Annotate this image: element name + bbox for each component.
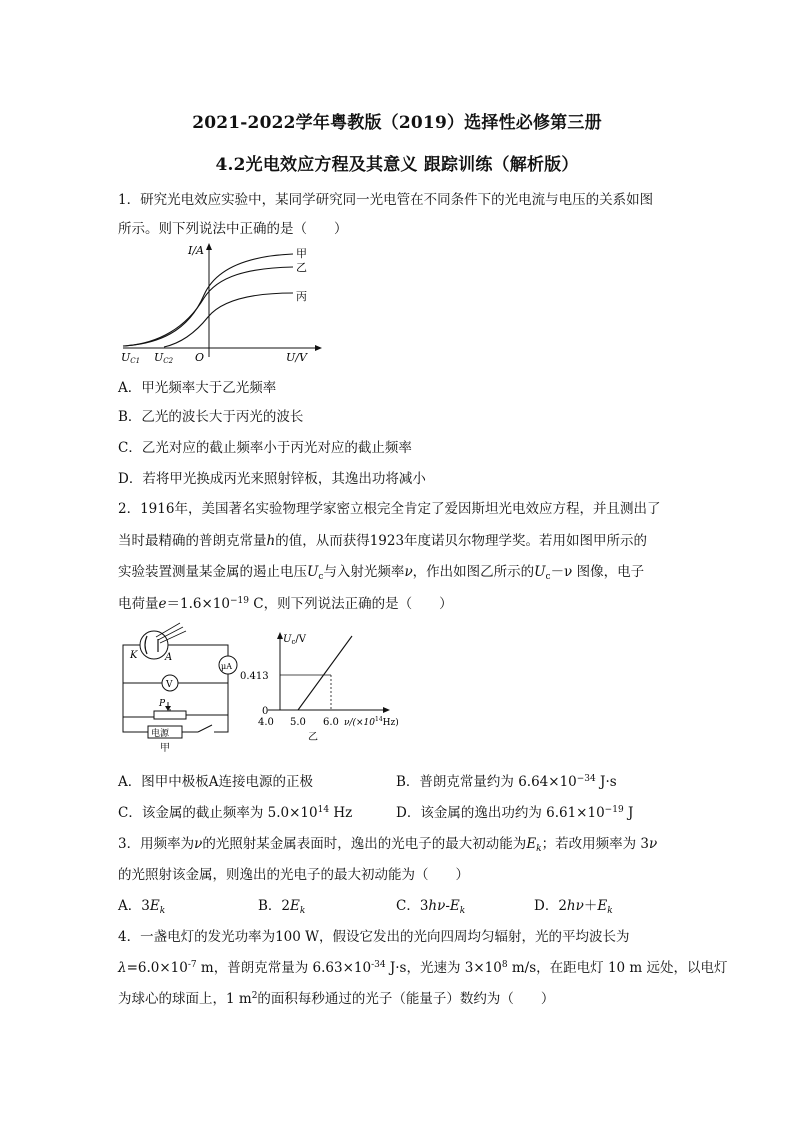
q4-text-line3: 为球心的球面上，1 $m^2$的面积每秒通过的光子（能量子）数约为（ ） [118, 991, 555, 1007]
q3-text-line1: 3．用频率为ν的光照射某金属表面时，逸出的光电子的最大初动能为$E_k$；若改用频率为 3ν [118, 836, 658, 854]
phototube [140, 631, 168, 659]
anode-label: A [165, 652, 173, 663]
q1-x-arrow [315, 345, 322, 351]
q1-label-uc1: UC1 [121, 351, 141, 365]
q1-text-line2: 所示。则下列说法中正确的是（ ） [118, 221, 348, 237]
graph-y-label: $U_c/V$ [283, 634, 306, 646]
q2-option-d: D．该金属的逸出功约为 $6.61\times 10^{-19}$ J [396, 805, 634, 821]
q2-option-c: C．该金属的截止频率为 $5.0\times 10^{14}$ Hz [118, 805, 353, 821]
power-source-label: 电源 [151, 729, 170, 739]
document-title-line2: 4.2光电效应方程及其意义 跟踪训练（解析版） [215, 155, 579, 175]
q1-label-jia: 甲 [296, 247, 307, 260]
graph-x-tick-4: 4.0 [258, 717, 274, 728]
voltmeter-label: V [166, 680, 173, 690]
cathode-plate [145, 636, 147, 654]
q1-curve-bing [164, 293, 293, 347]
q2-circuit-figure [118, 622, 240, 757]
q3-option-c: C．$3h\nu-E_k$ [396, 898, 466, 916]
q2-text-line1: 2．1916年，美国著名实验物理学家密立根完全肯定了爱因斯坦光电效应方程，并且测出了 [118, 501, 661, 517]
q1-curve-jia [123, 254, 293, 346]
graph-caption: 乙 [308, 732, 318, 743]
graph-x-arrow [383, 707, 390, 713]
q1-text-line1: 1．研究光电效应实验中，某同学研究同一光电管在不同条件下的光电流与电压的关系如图 [118, 192, 654, 208]
q1-option-b: B．乙光的波长大于丙光的波长 [118, 409, 304, 425]
q1-label-origin: O [195, 351, 205, 364]
wire-bottom [123, 717, 148, 732]
graph-x-tick-6: 6.0 [323, 717, 339, 728]
q1-iv-figure [118, 240, 328, 365]
q1-label-uc2: UC2 [154, 351, 174, 365]
q1-label-bing: 丙 [296, 290, 307, 303]
q2-text-line3: 实验装置测量某金属的遏止电压$U_c$与入射光频率ν，作出如图乙所示的$U_c-\nu$ 图像，电子 [118, 564, 645, 582]
q1-x-label: U/V [286, 351, 307, 364]
q2-option-a: A．图甲中极板A连接电源的正极 [118, 774, 313, 790]
q1-y-arrow [206, 243, 212, 250]
circuit-caption: 甲 [160, 743, 170, 754]
q3-text-line2: 的光照射该金属，则逸出的光电子的最大初动能为（ ） [118, 867, 469, 883]
graph-y-value: 0.413 [240, 671, 269, 682]
q1-option-a: A．甲光频率大于乙光频率 [118, 380, 277, 396]
slider-label: P [159, 699, 166, 709]
q4-text-line2: $\lambda=6.0\times 10^{-7}$ m，普朗克常量为 $6.63\times 10^{-34}$ J·s，光速为 $3\times 10^8$ m/s，在距电灯 10 m 远处，以电灯 [118, 960, 728, 976]
q4-text-line1: 4．一盏电灯的发光功率为100 W，假设它发出的光向四周均匀辐射，光的平均波长为 [118, 929, 630, 945]
graph-y-zero: 0 [262, 706, 269, 717]
q2-text-line4: 电荷量$e=1.6\times 10^{-19}$ C，则下列说法正确的是（ ） [118, 596, 453, 612]
q3-option-b: B．$2E_k$ [258, 898, 306, 916]
q2-text-line2: 当时最精确的普朗克常量h的值，从而获得1923年度诺贝尔物理学奖。若用如图甲所示的 [118, 533, 648, 549]
q1-option-d: D．若将甲光换成丙光来照射锌板，其逸出功将减小 [118, 471, 426, 487]
q2-option-b: B．普朗克常量约为 $6.64\times 10^{-34}$ J·s [396, 774, 617, 790]
switch [198, 725, 212, 732]
q2-uc-nu-graph [236, 628, 416, 743]
cathode-label: K [130, 650, 138, 661]
q3-option-d: D．$2h\nu+E_k$ [534, 898, 613, 916]
rheostat [154, 711, 186, 719]
graph-line [298, 636, 352, 710]
graph-x-tick-5: 5.0 [290, 717, 306, 728]
q3-option-a: A．$3E_k$ [118, 898, 166, 916]
q1-label-yi: 乙 [296, 261, 307, 274]
q1-y-label: I/A [188, 244, 204, 257]
q1-option-c: C．乙光对应的截止频率小于丙光对应的截止频率 [118, 440, 412, 456]
wire-anode [168, 645, 228, 656]
q1-curve-yi [123, 267, 293, 346]
microammeter-label: μA [221, 662, 232, 671]
document-title-line1: 2021-2022学年粤教版（2019）选择性必修第三册 [192, 113, 602, 133]
graph-x-label: $\nu/(\times 10^{14}Hz)$ [344, 716, 399, 728]
wire-bottom-right [186, 715, 228, 732]
